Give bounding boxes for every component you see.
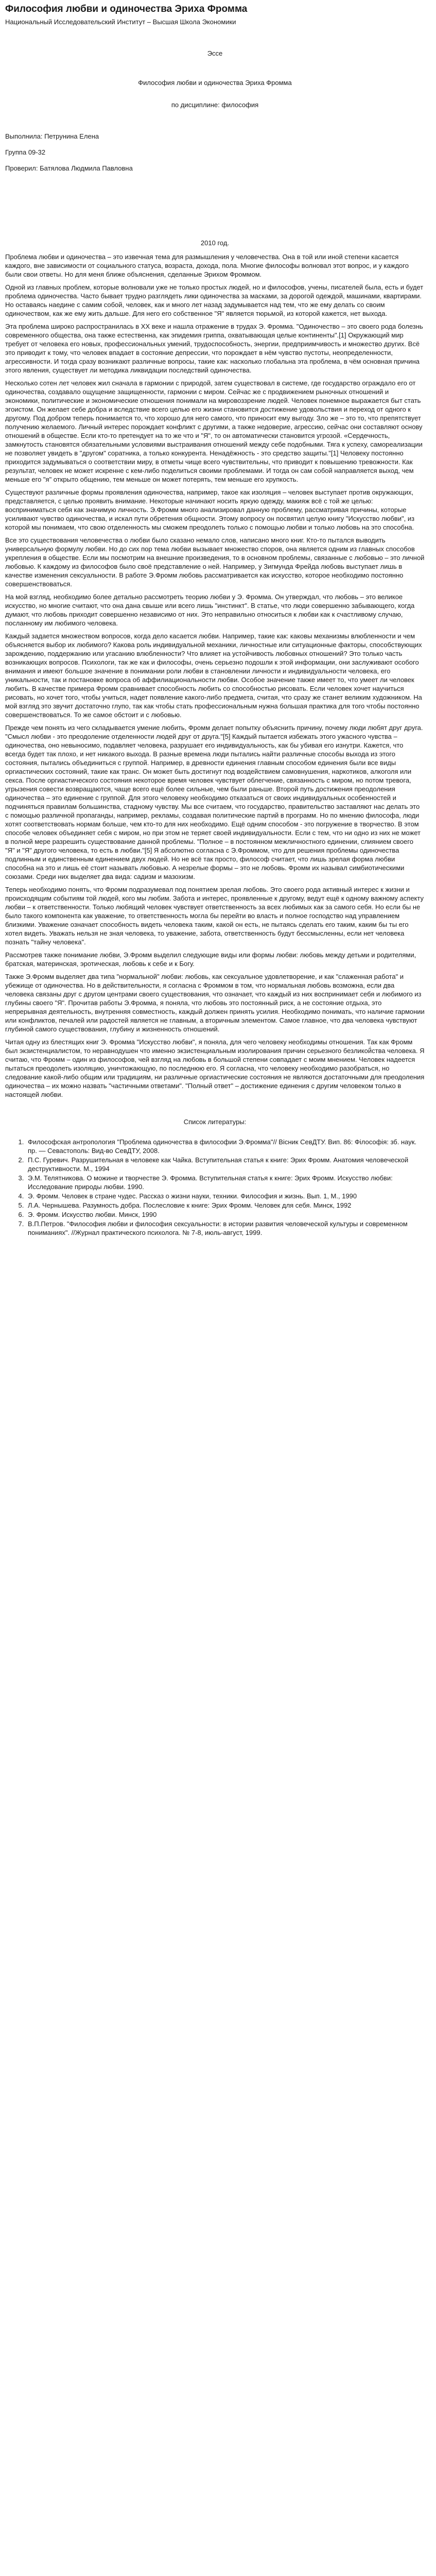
essay-title: Философия любви и одиночества Эриха Фромма [138, 79, 292, 87]
essay-label: Эссе [207, 49, 223, 57]
paragraph: Проблема любви и одиночества – это извечная тема для размышления у человечества. Она в той или иной степени касается каждого, вне зависимости от социального статуса, возраста, дохода, пола. Многие философы волновал этот вопрос, и у каждого были свои ответы. Но для меня ближе объяснения, сделанные Эрихом Фроммом. [5, 253, 409, 278]
paragraph: Одной из главных проблем, которые волновали уже не только простых людей, но и философов, учены, писателей была, есть и будет проблема одиночества. Часто бывает трудно разглядеть лики одиночества за масками, за дорогой одеждой, машинами, квартирами. Но оставаясь наедине с самим собой, человек, как и много лет назад задумывается над тем, что же ему делать со своим одиночеством, как же ему жить дальше. Для него его собственное "Я" является тюрьмой, из которой кажется, нет выхода. [5, 283, 424, 317]
author-meta [5, 132, 425, 173]
paragraph: Все это существования человечества о любви было сказано немало слов, написано много книг. Кто-то пытался выводить универсальную формулу любви. Но до сих пор тема любви вызывает множество споров, она является одним из главных способов укрепления в обществе. Если мы посмотрим на внешние произведения, то в основном проблемы, связанные с любовью – это личной любовью. К каждому из философов было своё представление о ней. Например, у Зигмунда Фрейда любовь выступает лишь в качестве изменения сексуальности. В работе Э.Фромм любовь рассматривается как искусство, которое необходимо постоянно совершенствоваться. [5, 536, 425, 588]
paragraph: Прежде чем понять из чего складывается умение любить, Фромм делает попытку объяснить причину, почему люди любят друг друга. "Смысл любви - это преодоление отделенности людей друг от друга."[5] Каждый пытается избежать этого ужасного чувства – одиночества, оно невыносимо, подавляет человека, разрушает его индивидуальность, как бы убивая его изнутри. Кажется, что всегда будет так плохо, и нет никакого выхода. В разные времена люди пытались найти различные способы выхода из этого состояния, пытались объединиться с группой. Например, в древности единения главным способом единения были все виды оргиастических состояний, такие как транс. Он может быть достигнут под воздействием самовнушения, наркотиков, алкоголя или секса. После оргиастического состояния некоторое время человек чувствует облегчение, связанность с миром, но потом тревога, угрызения совести возвращаются, чаще всего ещё более сильные, чем были раньше. Второй путь достижения преодоления одиночества – это единение с группой. Для этого человеку необходимо отказаться от своих индивидуальных особенностей и подчиняться правилам большинства, стадному чувству. Мы все считаем, что государство, правительство заставляют нас делать это с помощью различной пропаганды, например, рекламы, создавая политические партий в программ. Но по мнению философа, люди хотят соответствовать нормам больше, чем кто-то для них необходимо. Ещё одним способом - это погружение в творчество. В этом способе человек объединяет себя с миром, но при этом не теряет своей индивидуальности. Если с тем, что ни одно из них не может в полной мере разрешить существование данной проблемы. "Полное – в постоянном межличностного единении, слиянием своего "Я" и "Я" другого человека, то есть в любви."[5] Я абсолютно согласна с Э.Фроммом, что для решения проблемы одиночества подлинным и единственным единением двух людей. Но не всё так просто, философ считает, что лишь зрелая форма любви способна на это и лишь её стоит называть любовью. А незрелые формы – это не любовь. Фромм их называл симбиотическими союзами. Среди них выделяет два вида: садизм и мазохизм. [5, 724, 423, 880]
paragraph: Существуют различные формы проявления одиночества, например, такое как изоляция – человек выступает против окружающих, представляется, с целью проявить внимание. Некоторые начинают носить яркую одежду, макияж всё с той же целью: восприниматься себя как значимую личность. Э.Фромм много анализировал данную проблему, рассматривая причины, которые усиливают чувство одиночества, и искал пути обретения общности. Этому вопросу он посвятил целую книгу "Искусство любви", из которой мы понимаем, что свою отделенность мы сможем преодолеть только с помощью любви и только любовь на это способна. [5, 488, 415, 531]
essay-body [5, 252, 425, 1099]
reference-item: 1. Философская антропология "Проблема одиночества в философии Э.Фромма"// Вісник СевДТУ. Вип. 86: Філософія: зб. наук. пр. — Севастополь: Вид-во СевДТУ, 2008. [26, 1138, 425, 1155]
paragraph: На мой взгляд, необходимо более детально рассмотреть теорию любви у Э. Фромма. Он утверждал, что любовь – это великое искусство, но многие считают, что она дана свыше или всего лишь "инстинкт". В статье, что люди совершенно забывающего, когда думают, что любовь приходит совершенно независимо от них. Это неправильно относиться к любви как к счастливому случаю, посланному им любимого человека. [5, 593, 415, 627]
discipline: по дисциплине: философия [171, 101, 259, 109]
paragraph: Каждый задается множеством вопросов, когда дело касается любви. Например, такие как: каковы механизмы влюбленности и чем объясняется выбор их любимого? Какова роль индивидуальной механики, личностные или ситуационные факторы, способствующих зарождению, поддержанию или угасанию влюбленности? Что влияет на устойчивость любовных отношений? Это только часть возникающих вопросов. Психологи, так же как и философы, очень серьезно подошли к этой информации, они заслуживают особого внимания и имеют большое значение в понимании роли любви в становлении личности и индивидуальности человека, его уникальности, так и постановке вопроса об аффилиациональности любви. Особое значение также имеет то, что умеет ли человек любить. В качестве примера Фромм сравнивает способность любить со способностью рисовать. Если человек хочет научиться рисовать, но хочет того, чтобы учиться, надет появление какого-либо предмета, считая, что сразу же станет великим художником. На мой взгляд это звучит достаточно глупо, так как чтобы стать профессиональным нужна большая практика для того чтобы постоянно совершенствоваться. То же самое обстоит и с любовью. [5, 632, 422, 719]
reference-item: 5. Л.А. Чернышева. Разумность добра. Послесловие к книге: Эрих Фромм. Человек для себя. Минск, 1992 [26, 1201, 425, 1210]
paragraph: Читая одну из блестящих книг Э. Фромма "Искусство любви", я поняла, для чего человеку необходимы отношения. Так как Фромм был экзистенциалистом, то неравнодушен что именно экзистенциальным изолирования причин серьезного безликой́ства человека. Я считаю, что Фромм – один из философов, чей взгляд на любовь в большой степени совпадает с моим мнением. Человек надеется пытаться преодолеть изоляцию, уничтожающую, по последнюю его. Я согласна, что человеку необходимо разобраться, но следование какой-либо общим или традициям, ни различные оргиастические состояния не являются достаточными для преодоления одиночества – их можно назвать "частичными ответами". "Полный ответ" – достижение единения с другим человеком только в настоящей любви. [5, 1038, 425, 1098]
group-line: Группа 09-32 [5, 148, 46, 156]
checked-line: Проверил: Батялова Людмила Павловна [5, 164, 133, 172]
document-title: Философия любви и одиночества Эриха Фромма [5, 4, 248, 14]
reference-item: 4. Э. Фромм. Человек в стране чудес. Рассказ о жизни науки, техники. Философия и жизнь. Вып. 1, М., 1990 [26, 1192, 425, 1200]
year-line: 2010 год. [200, 239, 230, 247]
reference-item: 6. Э. Фромм. Искусство любви. Минск, 1990 [26, 1210, 425, 1219]
author-line: Выполнила: Петрунина Елена [5, 132, 99, 140]
references-list [5, 1138, 425, 1237]
references-title: Список литературы: [183, 1118, 247, 1126]
paragraph: Несколько сотен лет человек жил сначала в гармонии с природой, затем существовал в системе, где государство ограждало его от одиночества, создавало ощущение защищенности, гармонии с миром. Сейчас же с продвижением рыночных отношений и экономики, политические и экономические отношения понимали на мировоззрение людей. Человек понемное выражается быт стать эгоистом. Он желает себе добра и вследствие всего целью его жизни становится достижение удовольствия и переход от одного к другому. Под добром теперь понимается то, что хорошо для него самого, что приносит ему выгоду. Зло же – это то, что препятствует получению желаемого. Личный интерес порождает конфликт с другими, а также недоверие, агрессию, сейчас они составляют основу отношений в обществе. Если кто-то претендует на то же что и "Я", то он автоматически становится угрозой. «Сердечность, замкнутость становятся обязательными условиями выстраивания отношений между себе подобными. Тяга к успеху, самореализации не позволяет увидеть в "другом" соратника, а только конкурента. Ненадёжность - это средство защиты."[1] Человеку постоянно приходится задумываться о соответствии миру, в отметы чище всего чувствительны, что приводит к повышению тревожности. Как результат, человек не может искренне с кем-либо поделиться своими проблемами. И тогда он сам собой направляется выход, чем меньше его "я" открыто общению, тем меньше он может потерять, тем меньше его хрупкость. [5, 379, 423, 483]
reference-item: 2. П.С. Гуревич. Разрушительная в человеке как Чайка. Вступительная статья к книге: Эрих Фромм. Анатомия человеческой деструктивности. М., 1994 [26, 1156, 425, 1173]
paragraph: Эта проблема широко распространилась в ХХ веке и нашла отражение в трудах Э. Фромма. "Одиночество – это своего рода болезнь современного общества, она также естественна, как эпидемия гриппа, охватывающая целые континенты".[1] Окружающий мир требует от человека его новых, профессиональных умений, трудоспособность, энергии, предприимчивость и множество других. Всё это приводит к тому, что человек впадает в состояние депрессии, что порождает в нём чувство пустоты, неопределенности, агрессивности. И тогда сразу возникают различные вопросы, такие как: насколько глобальна эта проблема, в чём основная причина этого явления, существует ли методика ликвидации последствий одиночества. [5, 323, 423, 374]
university-name: Национальный Исследовательский Институт – Высшая Школа Экономики [5, 18, 236, 26]
paragraph: Также Э.Фромм выделяет два типа "нормальной" любви: любовь, как сексуальное удовлетворение, и как "слаженная работа" и убежище от одиночества. Но в действительности, я согласна с Фроммом в том, что нормальная любовь возможна, если два человека связаны друг с другом центрами своего существования, что означает, что каждый из них воспринимает себя и любимого из глубины своего "Я". Прочитав работы Э.Фромма, я поняла, что любовь это постоянный риск, а не состояние отдыха, это непрерывная деятельность, внутренняя совместность, каждый должен принять усилия. Необходимо понимать, что наличие гармонии или конфликтов, печалей или радостей является не главным, а вторичным элементом. Самое главное, что два человека чувствуют глубиной самого существования, глубину и жизненность отношений. [5, 973, 425, 1033]
reference-item: 7. В.П.Петров. "Философия любви и философия сексуальности: в истории развития человеческой культуры и современном пониманиях". //Журнал практического психолога. № 7-8, июль-август, 1999. [26, 1219, 425, 1237]
paragraph: Рассмотрев также понимание любви, Э.Фромм выделил следующие виды или формы любви: любовь между детьми и родителями, братская, материнская, эротическая, любовь к себе и к Богу. [5, 951, 416, 968]
paragraph: Теперь необходимо понять, что Фромм подразумевал под понятием зрелая любовь. Это своего рода активный интерес к жизни и происходящим событиям той людей, кого мы любим. Забота и интерес, проявленные к другому, ведут ещё к одному важному аспекту любви – к ответственности. Только любящий человек чувствует ответственность за всех любимых как за самого себя. Но если бы не было такого компонента как уважение, то ответственность могла бы перейти во власть и полное господство над управлением близкими. Уважение означает способность видеть человека таким, какой он есть, не пытаясь сделать его таким, каким бы ты его хотел видеть. Уважать нельзя не зная человека, то уважение, забота, ответственность будут бессмысленны, если нет человека познать "тайну человека". [5, 886, 424, 946]
reference-item: 3. Э.М. Телятникова. О можине и творчестве Э. Фромма. Вступительная статья к книге: Эрих Фромм. Искусство любви: Исследование природы любви. 1990. [26, 1174, 425, 1191]
